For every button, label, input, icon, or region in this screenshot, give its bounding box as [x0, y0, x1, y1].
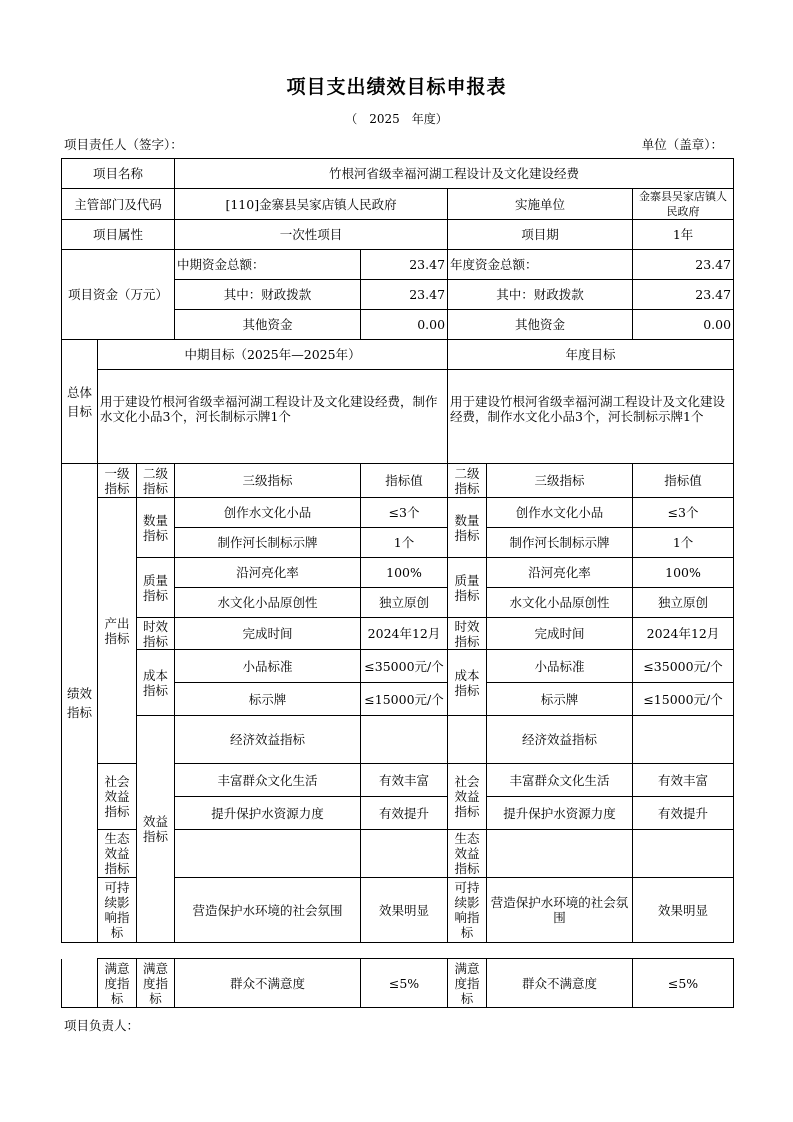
output-indicator-label: 产出指标 [98, 498, 137, 764]
q2-value: 独立原创 [361, 588, 448, 618]
mid-total-label: 中期资金总额： [175, 250, 361, 280]
year-quality-label: 质量指标 [448, 558, 487, 618]
year-c1-value: ≤35000元/个 [633, 650, 734, 683]
year-q1-name: 沿河亮化率 [487, 558, 633, 588]
qty2-value: 1个 [361, 528, 448, 558]
overall-goal-label: 总体目标 [62, 340, 98, 464]
year-c2-value: ≤15000元/个 [633, 683, 734, 716]
impl-unit-label: 实施单位 [448, 189, 633, 220]
econ-name-empty [361, 716, 448, 764]
satisfaction-table [61, 958, 734, 1008]
level3-header: 三级指标 [175, 464, 361, 498]
benefit-indicator-label: 效益指标 [137, 716, 175, 943]
qty1-value: ≤3个 [361, 498, 448, 528]
year-goal-header: 年度目标 [448, 340, 734, 370]
year-sustainable-label: 可持续影响指标 [448, 878, 487, 943]
satisfaction-level1-label: 满意度指标 [98, 959, 137, 1008]
mid-fiscal-label: 其中：财政拨款 [175, 280, 361, 310]
project-attr-label: 项目属性 [62, 220, 175, 250]
year-other-value: 0.00 [633, 310, 734, 340]
satisfaction-level2-label: 满意度指标 [137, 959, 175, 1008]
year-eco-value-empty [633, 830, 734, 878]
qty1-name: 创作水文化小品 [175, 498, 361, 528]
impl-unit-value: 金寨县吴家店镇人民政府 [633, 189, 734, 220]
value-header: 指标值 [361, 464, 448, 498]
sa1-name: 群众不满意度 [175, 959, 361, 1008]
quantity-label: 数量指标 [137, 498, 175, 558]
year-q2-name: 水文化小品原创性 [487, 588, 633, 618]
s2-value: 有效提升 [361, 797, 448, 830]
year-goal-text: 用于建设竹根河省级幸福河湖工程设计及文化建设经费，制作水文化小品3个，河长制标示牌1个 [448, 370, 734, 464]
year-qty2-value: 1个 [633, 528, 734, 558]
year-q2-value: 独立原创 [633, 588, 734, 618]
quality-label: 质量指标 [137, 558, 175, 618]
econ-value-empty [448, 716, 487, 764]
s2-name: 提升保护水资源力度 [175, 797, 361, 830]
year-value-header: 指标值 [633, 464, 734, 498]
year-t1-value: 2024年12月 [633, 618, 734, 650]
c2-value: ≤15000元/个 [361, 683, 448, 716]
ecological-label: 生态效益指标 [98, 830, 137, 878]
dept-value: [110]金寨县吴家店镇人民政府 [175, 189, 448, 220]
social-label: 社会效益指标 [98, 764, 137, 830]
year-su1-value: 效果明显 [633, 878, 734, 943]
project-attr-value: 一次性项目 [175, 220, 448, 250]
year-quantity-label: 数量指标 [448, 498, 487, 558]
year-su1-name: 营造保护水环境的社会氛围 [487, 878, 633, 943]
qty2-name: 制作河长制标示牌 [175, 528, 361, 558]
unit-seal-label: 单位（盖章）： [641, 137, 723, 152]
eco-name-empty [175, 830, 361, 878]
c1-value: ≤35000元/个 [361, 650, 448, 683]
s1-value: 有效丰富 [361, 764, 448, 797]
year-total-value: 23.47 [633, 250, 734, 280]
sa1-value: ≤5% [361, 959, 448, 1008]
funds-label: 项目资金（万元） [62, 250, 175, 340]
year-total-label: 年度资金总额： [448, 250, 633, 280]
year-timeliness-label: 时效指标 [448, 618, 487, 650]
project-name-value: 竹根河省级幸福河湖工程设计及文化建设经费 [175, 159, 734, 189]
year-qty2-name: 制作河长制标示牌 [487, 528, 633, 558]
year-cost-label: 成本指标 [448, 650, 487, 716]
year-q1-value: 100% [633, 558, 734, 588]
satisfaction-left-spacer [62, 959, 98, 1008]
year-t1-name: 完成时间 [487, 618, 633, 650]
mid-total-value: 23.47 [361, 250, 448, 280]
dept-label: 主管部门及代码 [62, 189, 175, 220]
project-leader-label: 项目负责人： [64, 1018, 140, 1033]
su1-name: 营造保护水环境的社会氛围 [175, 878, 361, 943]
year-satisfaction-label: 满意度指标 [448, 959, 487, 1008]
timeliness-label: 时效指标 [137, 618, 175, 650]
year-qty1-name: 创作水文化小品 [487, 498, 633, 528]
year-level2-header: 二级指标 [448, 464, 487, 498]
year-s1-name: 丰富群众文化生活 [487, 764, 633, 797]
su1-value: 效果明显 [361, 878, 448, 943]
year-s2-name: 提升保护水资源力度 [487, 797, 633, 830]
year-other-label: 其他资金 [448, 310, 633, 340]
year-social-label: 社会效益指标 [448, 764, 487, 830]
year-s2-value: 有效提升 [633, 797, 734, 830]
mid-goal-header: 中期目标（2025年—2025年） [98, 340, 448, 370]
t1-value: 2024年12月 [361, 618, 448, 650]
mid-other-value: 0.00 [361, 310, 448, 340]
performance-indicator-label: 绩效指标 [62, 464, 98, 943]
c1-name: 小品标准 [175, 650, 361, 683]
project-period-label: 项目期 [448, 220, 633, 250]
mid-fiscal-value: 23.47 [361, 280, 448, 310]
responsible-signature-label: 项目责任人（签字）： [64, 137, 183, 152]
year-qty1-value: ≤3个 [633, 498, 734, 528]
t1-name: 完成时间 [175, 618, 361, 650]
mid-goal-text: 用于建设竹根河省级幸福河湖工程设计及文化建设经费，制作水文化小品3个，河长制标示牌1个 [98, 370, 448, 464]
mid-other-label: 其他资金 [175, 310, 361, 340]
q2-name: 水文化小品原创性 [175, 588, 361, 618]
performance-form-table [61, 158, 734, 943]
project-period-value: 1年 [633, 220, 734, 250]
q1-name: 沿河亮化率 [175, 558, 361, 588]
year-ecological-label: 生态效益指标 [448, 830, 487, 878]
year-economic-label: 经济效益指标 [487, 716, 633, 764]
cost-label: 成本指标 [137, 650, 175, 716]
year-c1-name: 小品标准 [487, 650, 633, 683]
page-title: 项目支出绩效目标申报表 [286, 76, 507, 98]
level2-header: 二级指标 [137, 464, 175, 498]
s1-name: 丰富群众文化生活 [175, 764, 361, 797]
year-label: （ 2025 年度） [345, 112, 448, 126]
year-sa1-name: 群众不满意度 [487, 959, 633, 1008]
year-level3-header: 三级指标 [487, 464, 633, 498]
economic-label: 经济效益指标 [175, 716, 361, 764]
level1-header: 一级指标 [98, 464, 137, 498]
sustainable-label: 可持续影响指标 [98, 878, 137, 943]
year-econ-name-empty [633, 716, 734, 764]
project-name-label: 项目名称 [62, 159, 175, 189]
q1-value: 100% [361, 558, 448, 588]
year-fiscal-label: 其中：财政拨款 [448, 280, 633, 310]
year-c2-name: 标示牌 [487, 683, 633, 716]
year-fiscal-value: 23.47 [633, 280, 734, 310]
eco-value-empty [361, 830, 448, 878]
year-s1-value: 有效丰富 [633, 764, 734, 797]
year-sa1-value: ≤5% [633, 959, 734, 1008]
year-eco-name-empty [487, 830, 633, 878]
c2-name: 标示牌 [175, 683, 361, 716]
